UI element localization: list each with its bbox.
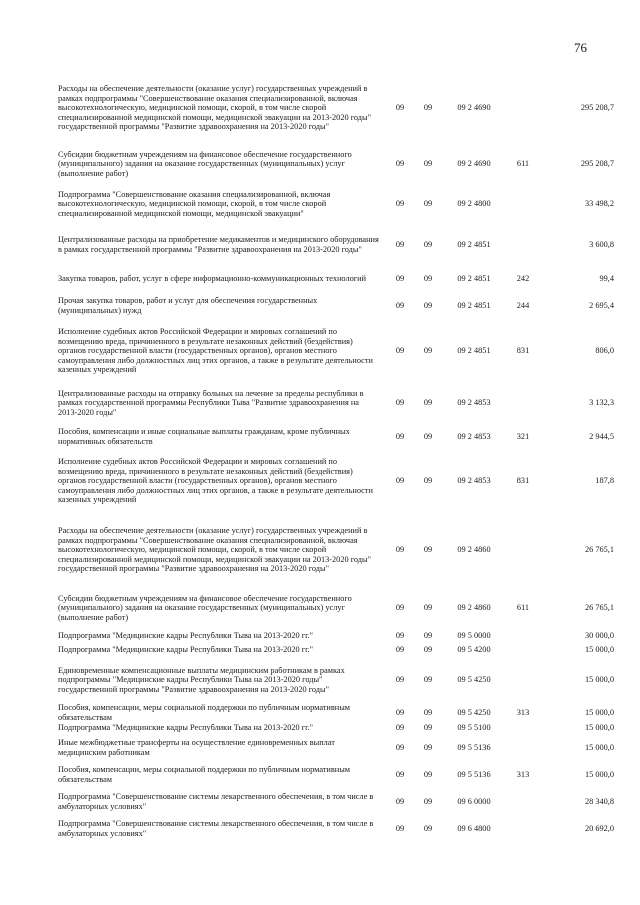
row-amount: 30 000,0: [584, 631, 614, 641]
row-amount: 26 765,1: [584, 545, 614, 555]
row-description: Исполнение судебных актов Российской Федерации и мировых соглашений по возмещению вреда, причиненного в результате незаконных действий (бездействия) органов государственной власти (государственных органов), органов местного самоуправления либо должностных лиц этих органов, а также в результате деятельности казенных учреждений: [58, 457, 373, 505]
row-subsection-code: 09: [423, 159, 433, 169]
row-amount: 15 000,0: [584, 645, 614, 655]
row-amount: 2 944,5: [589, 432, 614, 442]
row-section-code: 09: [395, 675, 405, 685]
row-target-article: 09 2 4851: [457, 240, 491, 250]
row-subsection-code: 09: [423, 545, 433, 555]
row-target-article: 09 2 4800: [457, 199, 491, 209]
table-row: [58, 148, 614, 180]
row-target-article: 09 2 4860: [457, 545, 491, 555]
row-amount: 15 000,0: [584, 675, 614, 685]
row-target-article: 09 5 4200: [457, 645, 491, 655]
row-amount: 15 000,0: [584, 708, 614, 718]
row-target-article: 09 6 4800: [457, 824, 491, 834]
row-amount: 3 600,8: [589, 240, 614, 250]
row-target-article: 09 2 4853: [457, 398, 491, 408]
table-row: [58, 590, 614, 626]
row-subsection-code: 09: [423, 743, 433, 753]
row-target-article: 09 2 4851: [457, 274, 491, 284]
row-subsection-code: 09: [423, 240, 433, 250]
row-subsection-code: 09: [423, 824, 433, 834]
row-section-code: 09: [395, 274, 405, 284]
row-target-article: 09 2 4690: [457, 103, 491, 113]
row-section-code: 09: [395, 645, 405, 655]
row-description: Централизованные расходы на отправку больных на лечение за пределы республики в рамках государственной программы Республики Тыва "Развитие здравоохранения на 2013-2020 годы": [58, 388, 364, 417]
row-description: Субсидии бюджетным учреждениям на финансовое обеспечение государственного (муниципального) задания на оказание государственных (муниципальных) услуг (выполнение работ): [58, 149, 352, 178]
table-row: [58, 703, 614, 722]
row-expense-type: 611: [516, 603, 530, 613]
row-expense-type: 831: [516, 346, 530, 356]
row-amount: 15 000,0: [584, 770, 614, 780]
row-subsection-code: 09: [423, 103, 433, 113]
row-target-article: 09 2 4851: [457, 346, 491, 356]
row-amount: 28 340,8: [584, 797, 614, 807]
table-row: [58, 818, 614, 840]
row-expense-type: 321: [516, 432, 530, 442]
row-amount: 15 000,0: [584, 743, 614, 753]
row-target-article: 09 5 5100: [457, 723, 491, 733]
row-section-code: 09: [395, 476, 405, 486]
row-subsection-code: 09: [423, 723, 433, 733]
row-amount: 3 132,3: [589, 398, 614, 408]
table-row: [58, 736, 614, 760]
row-description: Подпрограмма "Совершенствование системы лекарственного обеспечения, в том числе в амбулаторных условиях": [58, 792, 374, 811]
table-row: [58, 426, 614, 448]
table-row: [58, 790, 614, 814]
row-amount: 806,0: [595, 346, 614, 356]
row-target-article: 09 2 4860: [457, 603, 491, 613]
row-amount: 20 692,0: [584, 824, 614, 834]
row-amount: 15 000,0: [584, 723, 614, 733]
row-section-code: 09: [395, 723, 405, 733]
row-section-code: 09: [395, 346, 405, 356]
row-section-code: 09: [395, 708, 405, 718]
row-description: Закупка товаров, работ, услуг в сфере информационно-коммуникационных технологий: [58, 274, 367, 284]
row-description: Подпрограмма "Совершенствование системы лекарственного обеспечения, в том числе в амбулаторных условиях": [58, 819, 374, 838]
table-row: [58, 294, 614, 318]
table-row: [58, 630, 614, 642]
row-section-code: 09: [395, 301, 405, 311]
row-expense-type: 313: [516, 708, 530, 718]
row-amount: 187,8: [595, 476, 614, 486]
row-expense-type: 244: [516, 301, 530, 311]
row-target-article: 09 6 0000: [457, 797, 491, 807]
row-description: Пособия, компенсации, меры социальной поддержки по публичным нормативным обязательствам: [58, 703, 351, 722]
row-subsection-code: 09: [423, 675, 433, 685]
page-number: 76: [574, 40, 587, 55]
row-description: Пособия, компенсации, меры социальной поддержки по публичным нормативным обязательствам: [58, 765, 351, 784]
table-row: [58, 384, 614, 422]
row-target-article: 09 5 5136: [457, 770, 491, 780]
row-target-article: 09 5 0000: [457, 631, 491, 641]
row-section-code: 09: [395, 743, 405, 753]
row-subsection-code: 09: [423, 274, 433, 284]
table-row: [58, 764, 614, 786]
row-section-code: 09: [395, 770, 405, 780]
row-description: Подпрограмма "Совершенствование оказания специализированной, включая высокотехнологическую, медицинской помощи, скорой, в том числе скорой специализированной медицинской помощи, медицинской эвакуации": [58, 189, 331, 218]
row-subsection-code: 09: [423, 301, 433, 311]
row-description: Подпрограмма "Медицинские кадры Республики Тыва на 2013-2020 гг.": [58, 631, 314, 641]
table-row: [58, 452, 614, 510]
row-subsection-code: 09: [423, 432, 433, 442]
row-section-code: 09: [395, 797, 405, 807]
row-expense-type: 313: [516, 770, 530, 780]
table-row: [58, 72, 614, 144]
row-section-code: 09: [395, 398, 405, 408]
row-subsection-code: 09: [423, 797, 433, 807]
row-description: Централизованные расходы на приобретение медикаментов и медицинского оборудования в рамках государственной программы "Развитие здравоохранения на 2013-2020 годы": [58, 235, 379, 254]
row-amount: 26 765,1: [584, 603, 614, 613]
row-expense-type: 831: [516, 476, 530, 486]
row-subsection-code: 09: [423, 645, 433, 655]
row-amount: 33 498,2: [584, 199, 614, 209]
row-description: Прочая закупка товаров, работ и услуг для обеспечения государственных (муниципальных) нужд: [58, 296, 318, 315]
table-row: [58, 722, 614, 734]
row-subsection-code: 09: [423, 199, 433, 209]
row-target-article: 09 5 4250: [457, 708, 491, 718]
row-description: Исполнение судебных актов Российской Федерации и мировых соглашений по возмещению вреда, причиненного в результате незаконных действий (бездействия) органов государственной власти (государственных органов), органов местного самоуправления либо должностных лиц этих органов, а также в результате деятельности казенных учреждений: [58, 327, 373, 375]
row-amount: 99,4: [599, 274, 614, 284]
row-subsection-code: 09: [423, 476, 433, 486]
table-row: [58, 514, 614, 586]
row-description: Расходы на обеспечение деятельности (оказание услуг) государственных учреждений в рамках подпрограммы "Совершенствование оказания специализированной, включая высокотехнологическую, медицинской помощи, скорой, в том числе скорой специализированной медицинской помощи, медицинской эвакуации на 2013-2020 годы" государственной программы "Развитие здравоохранения на 2013-2020 годы": [58, 84, 371, 132]
row-amount: 2 695,4: [589, 301, 614, 311]
row-target-article: 09 5 4250: [457, 675, 491, 685]
row-section-code: 09: [395, 824, 405, 834]
table-row: [58, 644, 614, 656]
row-section-code: 09: [395, 199, 405, 209]
row-description: Подпрограмма "Медицинские кадры Республики Тыва на 2013-2020 гг.": [58, 723, 314, 733]
row-target-article: 09 2 4853: [457, 476, 491, 486]
table-row: [58, 184, 614, 224]
row-description: Иные межбюджетные трансферты на осуществление единовременных выплат медицинским работникам: [58, 738, 335, 757]
row-target-article: 09 5 5136: [457, 743, 491, 753]
row-target-article: 09 2 4851: [457, 301, 491, 311]
row-section-code: 09: [395, 103, 405, 113]
row-subsection-code: 09: [423, 708, 433, 718]
row-section-code: 09: [395, 432, 405, 442]
row-subsection-code: 09: [423, 398, 433, 408]
row-subsection-code: 09: [423, 770, 433, 780]
table-row: [58, 322, 614, 380]
row-description: Субсидии бюджетным учреждениям на финансовое обеспечение государственного (муниципального) задания на оказание государственных (муниципальных) услуг (выполнение работ): [58, 593, 352, 622]
row-target-article: 09 2 4853: [457, 432, 491, 442]
row-description: Единовременные компенсационные выплаты медицинским работникам в рамках подпрограммы "Медицинские кадры Республики Тыва на 2013-2020 годы" государственной программы "Развитие здравоохранения на 2013-2020 годы": [58, 665, 345, 694]
row-subsection-code: 09: [423, 346, 433, 356]
row-section-code: 09: [395, 603, 405, 613]
row-section-code: 09: [395, 631, 405, 641]
row-amount: 295 208,7: [580, 103, 614, 113]
row-description: Расходы на обеспечение деятельности (оказание услуг) государственных учреждений в рамках подпрограммы "Совершенствование оказания специализированной, включая высокотехнологическую, медицинской помощи, скорой, в том числе скорой специализированной медицинской помощи, медицинской эвакуации на 2013-2020 годы" государственной программы "Развитие здравоохранения на 2013-2020 годы": [58, 526, 371, 574]
table-row: [58, 268, 614, 290]
row-subsection-code: 09: [423, 603, 433, 613]
row-target-article: 09 2 4690: [457, 159, 491, 169]
table-row: [58, 226, 614, 264]
row-subsection-code: 09: [423, 631, 433, 641]
row-section-code: 09: [395, 545, 405, 555]
table-row: [58, 660, 614, 700]
row-section-code: 09: [395, 240, 405, 250]
row-expense-type: 242: [516, 274, 530, 284]
row-amount: 295 208,7: [580, 159, 614, 169]
row-description: Пособия, компенсации и иные социальные выплаты гражданам, кроме публичных нормативных обязательств: [58, 427, 350, 446]
row-description: Подпрограмма "Медицинские кадры Республики Тыва на 2013-2020 гг.": [58, 645, 314, 655]
row-expense-type: 611: [516, 159, 530, 169]
row-section-code: 09: [395, 159, 405, 169]
